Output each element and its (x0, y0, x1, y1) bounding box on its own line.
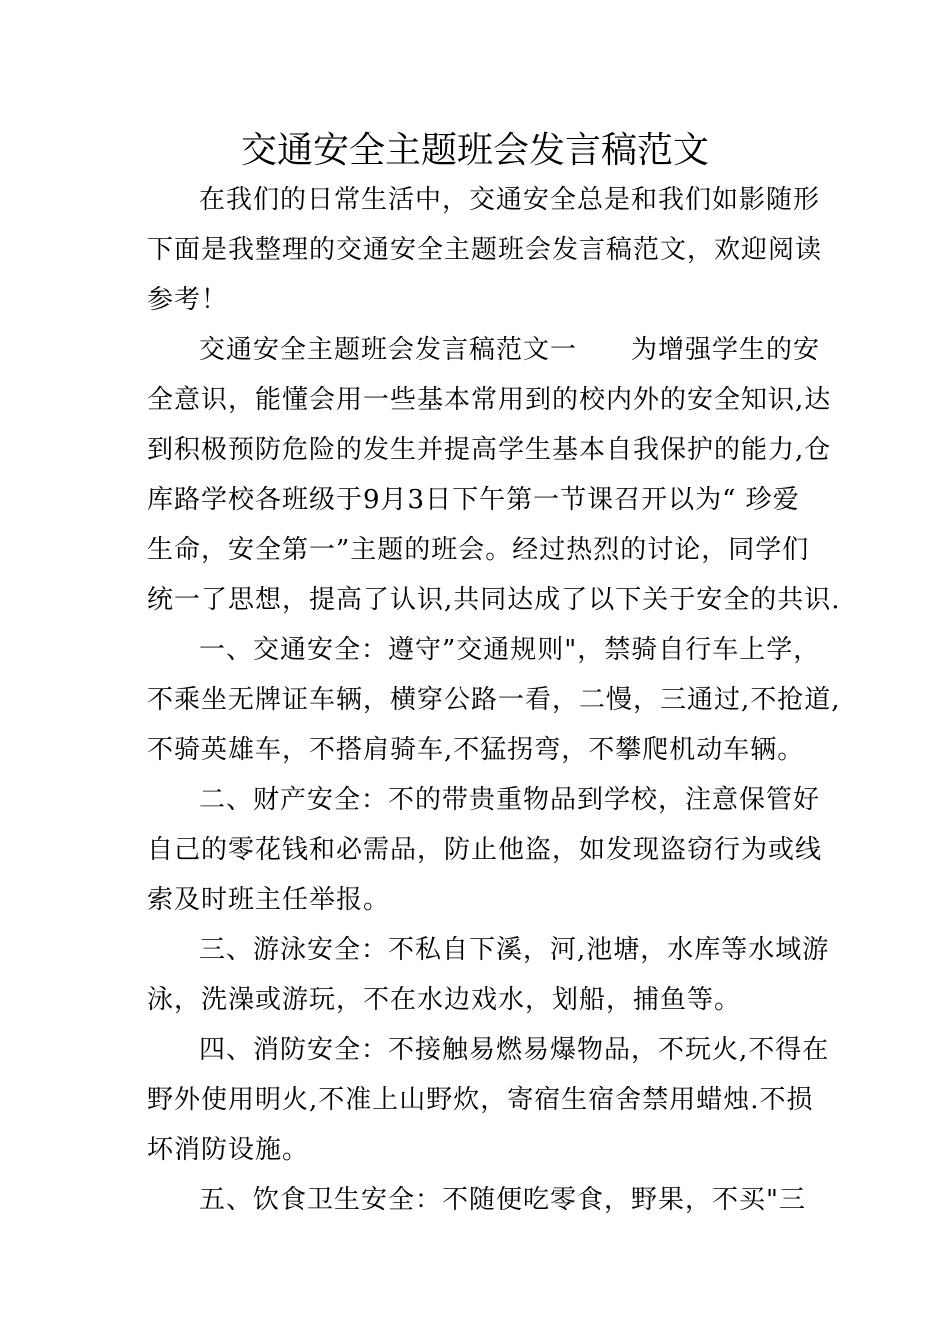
paragraph-line: 野外使用明火,不准上山野炊，寄宿生宿舍禁用蜡烛.不损 (147, 1085, 814, 1115)
paragraph-line: 一、交通安全：遵守”交通规则"，禁骑自行车上学， (199, 635, 821, 665)
paragraph-line: 四、消防安全：不接触易燃易爆物品，不玩火,不得在 (199, 1035, 830, 1065)
paragraph-line: 坏消防设施。 (147, 1135, 310, 1165)
paragraph-line: 到积极预防危险的发生并提高学生基本自我保护的能力,仓 (147, 435, 832, 465)
document-title: 交通安全主题班会发言稿范文 (240, 130, 709, 171)
paragraph-line: 下面是我整理的交通安全主题班会发言稿范文，欢迎阅读 (147, 235, 823, 265)
paragraph-line: 库路学校各班级于9月3日下午第一节课召开以为“ 珍爱 (147, 485, 800, 515)
paragraph-line: 自己的零花钱和必需品，防止他盗，如发现盗窃行为或线 (147, 835, 823, 865)
paragraph-line: 统一了思想，提高了认识,共同达成了以下关于安全的共识. (147, 585, 841, 615)
paragraph-line: 在我们的日常生活中，交通安全总是和我们如影随形 (199, 185, 821, 215)
paragraph-line: 不骑英雄车，不搭肩骑车,不猛拐弯，不攀爬机动车辆。 (147, 735, 805, 765)
paragraph-line: 不乘坐无牌证车辆，横穿公路一看，二慢，三通过,不抢道, (147, 685, 841, 715)
paragraph-line: 生命，安全第一”主题的班会。经过热烈的讨论，同学们 (147, 535, 810, 565)
paragraph-line: 三、游泳安全：不私自下溪，河,池塘，水库等水域游 (199, 935, 830, 965)
paragraph-line: 索及时班主任举报。 (147, 885, 391, 915)
paragraph-line: 参考！ (147, 285, 229, 315)
paragraph-line: 二、财产安全：不的带贵重物品到学校，注意保管好 (199, 785, 821, 815)
paragraph-line: 泳，洗澡或游玩，不在水边戏水，划船，捕鱼等。 (147, 985, 742, 1015)
paragraph-line: 交通安全主题班会发言稿范文一 为增强学生的安 (199, 335, 821, 365)
paragraph-line: 全意识，能懂会用一些基本常用到的校内外的安全知识,达 (147, 385, 832, 415)
paragraph-line: 五、饮食卫生安全：不随便吃零食，野果，不买"三 (199, 1185, 806, 1215)
